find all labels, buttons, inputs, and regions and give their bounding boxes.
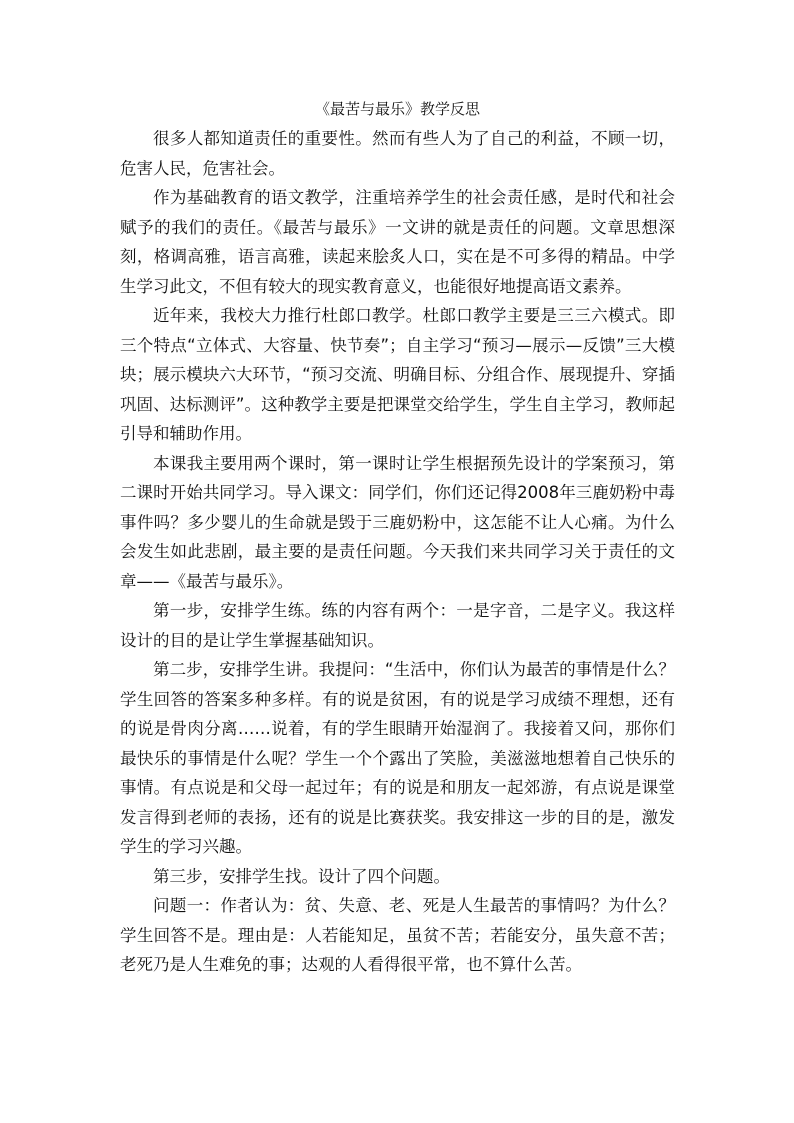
paragraph-question-one: 问题一：作者认为：贫、失意、老、死是人生最苦的事情吗？为什么？学生回答不是。理由是：人若能知足，虽贫不苦；若能安分，虽失意不苦；老死乃是人生难免的事；达观的人看得很平常，也不算什么苦。 xyxy=(120,896,675,974)
paragraph-step-three: 第三步，安排学生找。设计了四个问题。 xyxy=(153,866,450,886)
document-body xyxy=(120,97,675,980)
paragraph-lesson-plan: 本课我主要用两个课时，第一课时让学生根据预先设计的学案预习，第二课时开始共同学习。导入课文：同学们，你们还记得2008年三鹿奶粉中毒事件吗？多少婴儿的生命就是毁于三鹿奶粉中，这怎能不让人心痛。为什么会发生如此悲剧，最主要的是责任问题。今天我们来共同学习关于责任的文章——《最苦与最乐》。 xyxy=(120,453,675,591)
paragraph-intro: 很多人都知道责任的重要性。然而有些人为了自己的利益，不顾一切，危害人民，危害社会。 xyxy=(120,129,675,178)
paragraph-step-one: 第一步，安排学生练。练的内容有两个：一是字音，二是字义。我这样设计的目的是让学生掌握基础知识。 xyxy=(120,601,675,650)
paragraph-education: 作为基础教育的语文教学，注重培养学生的社会责任感，是时代和社会赋予的我们的责任。《最苦与最乐》一文讲的就是责任的问题。文章思想深刻，格调高雅，语言高雅，读起来脍炙人口，实在是不可多得的精品。中学生学习此文，不但有较大的现实教育意义，也能很好地提高语文素养。 xyxy=(120,188,675,296)
paragraph-step-two: 第二步，安排学生讲。我提问：“生活中，你们认为最苦的事情是什么？学生回答的答案多种多样。有的说是贫困，有的说是学习成绩不理想，还有的说是骨肉分离……说着，有的学生眼睛开始湿润了。我接着又问，那你们最快乐的事情是什么呢？学生一个个露出了笑脸，美滋滋地想着自己快乐的事情。有点说是和父母一起过年；有的说是和朋友一起郊游，有点说是课堂发言得到老师的表扬，还有的说是比赛获奖。我安排这一步的目的是，激发学生的学习兴趣。 xyxy=(120,660,675,856)
document-title: 《最苦与最乐》教学反思 xyxy=(314,100,480,118)
paragraph-teaching-model: 近年来，我校大力推行杜郎口教学。杜郎口教学主要是三三六模式。即三个特点“立体式、大容量、快节奏”；自主学习“预习—展示—反馈”三大模块；展示模块六大环节，“预习交流、明确目标、分组合作、展现提升、穿插巩固、达标测评”。这种教学主要是把课堂交给学生，学生自主学习，教师起引导和辅助作用。 xyxy=(120,306,675,443)
